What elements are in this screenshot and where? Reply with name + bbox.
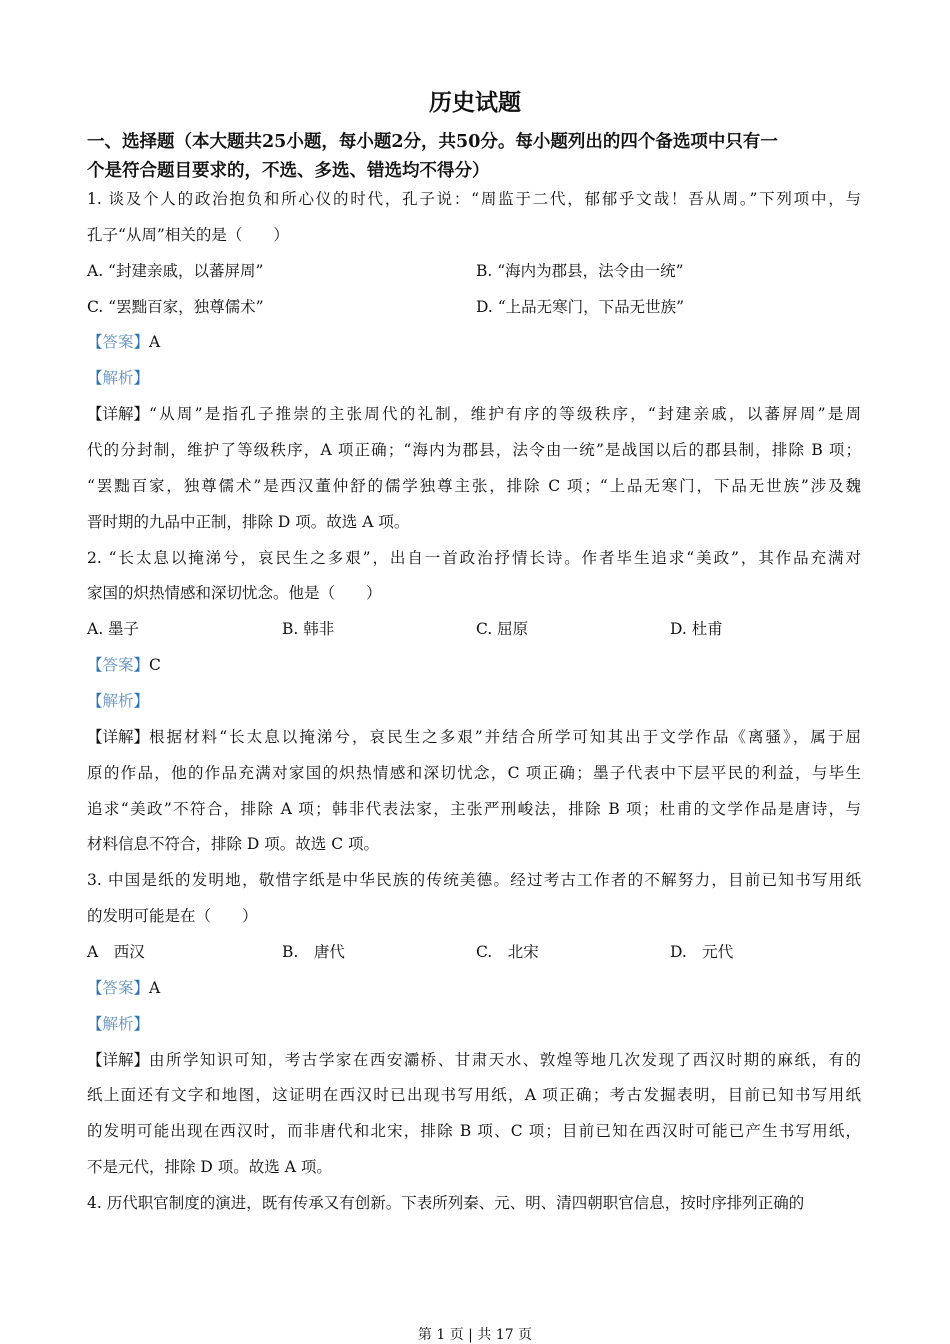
detail-line	[87, 1043, 861, 1079]
analysis	[87, 361, 861, 397]
bracket-open: 【	[87, 333, 103, 352]
page-title: 历史试题	[429, 89, 521, 116]
analysis	[87, 684, 861, 720]
options-row	[87, 612, 861, 648]
detail-line	[87, 397, 861, 433]
question-stem-line: 4. 历代职官制度的演进，既有传承又有创新。下表所列秦、元、明、清四朝职官信息，按时序排列正确的	[87, 1194, 805, 1213]
option-c: C. “罢黜百家，独尊儒术”	[87, 297, 264, 316]
answer-label-text: 答案	[102, 656, 134, 675]
detail-line	[87, 756, 861, 792]
question-1	[87, 182, 861, 541]
detail-label: 【详解】	[87, 1050, 150, 1069]
option-a: A. “封建亲戚，以蕃屏周”	[87, 261, 264, 280]
bracket-open: 【	[87, 1014, 103, 1033]
option-a: A. 墨子	[87, 620, 140, 639]
detail-line	[87, 1150, 861, 1186]
detail-line	[87, 792, 861, 828]
answer-value: A	[149, 978, 161, 997]
detail-text: 根据材料“长太息以掩涕兮，哀民生之多艰”并结合所学可知其出于文学作品《离骚》，属于屈	[149, 727, 861, 746]
page-footer: 第 1 页 | 共 17 页	[417, 1327, 533, 1343]
bracket-close: 】	[133, 333, 150, 352]
answer-value: A	[149, 333, 161, 352]
answer-label-text: 答案	[102, 978, 134, 997]
section-heading-line: 个是符合题目要求的，不选、多选、错选均不得分）	[87, 161, 490, 181]
question-4	[87, 1186, 861, 1222]
analysis-label-text: 解析	[102, 1014, 134, 1033]
section-heading-line: 一、选择题（本大题共25小题，每小题2分，共50分。每小题列出的四个备选项中只有一	[87, 132, 778, 152]
question-stem-line: 1. 谈及个人的政治抱负和所心仪的时代，孔子说：“周监于二代，郁郁乎文哉！吾从周。”下列项中，与	[87, 190, 861, 208]
answer-label	[87, 656, 149, 674]
detail-line	[87, 505, 861, 541]
analysis	[87, 1007, 861, 1043]
bracket-close: 】	[133, 1014, 150, 1033]
answer-label	[87, 979, 149, 997]
detail-text: 代的分封制，维护了等级秩序，A 项正确；“海内为郡县，法令由一统”是战国以后的郡县制，排除 B 项；	[87, 441, 861, 460]
answer-label-text: 答案	[102, 333, 134, 352]
bracket-open: 【	[87, 656, 103, 675]
bracket-open: 【	[87, 692, 103, 711]
option-c: C. 屈原	[476, 620, 529, 639]
analysis-label-text: 解析	[102, 369, 134, 388]
bracket-open: 【	[87, 369, 103, 388]
options-row	[87, 254, 861, 290]
option-b: B. 韩非	[282, 620, 335, 639]
detail-text: 追求“美政”不符合，排除 A 项；韩非代表法家，主张严刑峻法，排除 B 项；杜甫的文学作品是唐诗，与	[87, 799, 861, 818]
detail-line	[87, 1114, 861, 1150]
analysis-label	[87, 1015, 149, 1033]
option-b: B. “海内为郡县，法令由一统”	[476, 261, 684, 280]
analysis-label	[87, 369, 149, 387]
analysis-label	[87, 692, 149, 710]
question-stem-line: 孔子“从周”相关的是（ ）	[87, 225, 289, 244]
option-d: D. 元代	[670, 943, 734, 962]
questions-container	[87, 182, 861, 1222]
option-a: A 西汉	[87, 943, 145, 962]
detail-text: “从周”是指孔子推崇的主张周代的礼制，维护有序的等级秩序，“封建亲戚，以蕃屏周”是周	[149, 405, 861, 424]
answer-label	[87, 333, 149, 351]
option-c: C. 北宋	[476, 943, 539, 962]
question-stem-line: 的发明可能是在（ ）	[87, 907, 258, 926]
question-stem-line: 3. 中国是纸的发明地，敬惜字纸是中华民族的传统美德。经过考古工作者的不解努力，目前已知书写用纸	[87, 871, 861, 890]
question-3	[87, 863, 861, 1186]
detail-text: 的发明可能出现在西汉时，而非唐代和北宋，排除 B 项、C 项；目前已知在西汉时可能已产生书写用纸，	[87, 1122, 861, 1141]
question-stem-line: 2. “长太息以掩涕兮，哀民生之多艰”，出自一首政治抒情长诗。作者毕生追求“美政”，其作品充满对	[87, 548, 861, 567]
bracket-open: 【	[87, 978, 103, 997]
answer	[87, 325, 861, 361]
section-heading	[87, 128, 857, 186]
detail-label: 【详解】	[87, 727, 150, 746]
question-2	[87, 541, 861, 864]
detail-text: 晋时期的九品中正制，排除 D 项。故选 A 项。	[87, 512, 410, 531]
option-b: B. 唐代	[282, 943, 345, 962]
answer	[87, 971, 861, 1007]
detail-line	[87, 469, 861, 505]
detail-text: 原的作品，他的作品充满对家国的炽热情感和深切忧念，C 项正确；墨子代表中下层平民的利益，与毕生	[87, 763, 861, 782]
bracket-close: 】	[133, 692, 150, 711]
bracket-close: 】	[133, 978, 150, 997]
bracket-close: 】	[133, 656, 150, 675]
answer-value: C	[149, 656, 161, 675]
detail-text: 纸上面还有文字和地图，这证明在西汉时已出现书写用纸，A 项正确；考古发掘表明，目前已知书写用纸	[87, 1086, 861, 1105]
detail-text: 由所学知识可知，考古学家在西安灞桥、甘肃天水、敦煌等地几次发现了西汉时期的麻纸，有的	[149, 1050, 861, 1069]
detail-line	[87, 1078, 861, 1114]
detail-text: 不是元代，排除 D 项。故选 A 项。	[87, 1158, 332, 1177]
options-row	[87, 290, 861, 326]
detail-label: 【详解】	[87, 405, 150, 424]
answer	[87, 648, 861, 684]
analysis-label-text: 解析	[102, 692, 134, 711]
question-stem-line: 家国的炽热情感和深切忧念。他是（ ）	[87, 584, 382, 603]
option-d: D. “上品无寒门，下品无世族”	[476, 297, 685, 316]
detail-line	[87, 720, 861, 756]
bracket-close: 】	[133, 369, 150, 388]
options-row	[87, 935, 861, 971]
detail-line	[87, 827, 861, 863]
detail-text: “罢黜百家，独尊儒术”是西汉董仲舒的儒学独尊主张，排除 C 项；“上品无寒门，下品无世族”涉及魏	[87, 476, 861, 495]
detail-line	[87, 433, 861, 469]
detail-text: 材料信息不符合，排除 D 项。故选 C 项。	[87, 835, 379, 854]
option-d: D. 杜甫	[670, 620, 723, 639]
